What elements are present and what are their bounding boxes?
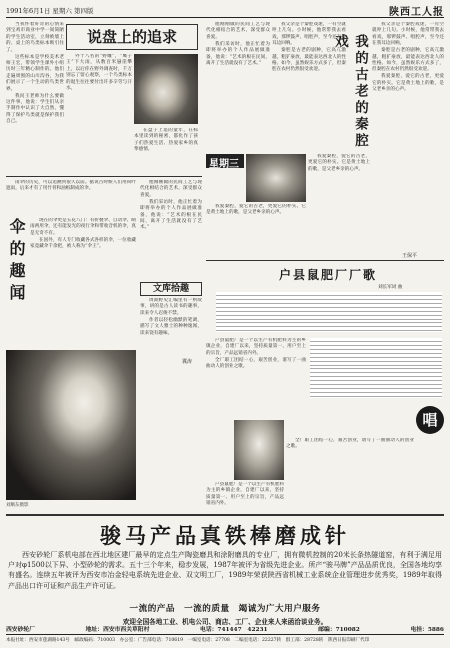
opera-article-continuation (308, 154, 370, 250)
paragraph: 我爱秦腔，爱它的古老，更爱它的朴实。它是黄土地上的歌，是父老乡亲的心声。 (206, 204, 306, 216)
weekly-column-byline: 冀涛 (182, 359, 193, 365)
paragraph: 我父亲是个秦腔戏迷，一有空就哼上几句。小时候，他常带我去看戏，那锣鼓声、唱腔声，至今还在我耳边回响。 (272, 22, 346, 47)
paragraph: 我问王老师为什么要做这件事，他说：学生们从亲手制作中认识了大自然，懂得了保护鸟类就是保护我们自己。 (6, 93, 64, 125)
weekly-tab-label: 星期 (209, 159, 229, 170)
paragraph: 他刚刚做的民间工艺与现代化相结合的艺术，深受群众喜爱。 (140, 180, 202, 198)
paragraph: 我父亲是个秦腔戏迷，一有空就哼上几句。小时候，他常带我去看戏，那锣鼓声、唱腔声，至今还在我耳边回响。 (372, 22, 444, 47)
page-footer (6, 634, 444, 644)
bird-specimen-photo (134, 54, 198, 124)
paragraph: 户县鼠肥厂是一个以生产有机肥料为主的乡镇企业，自建厂以来，坚持质量第一、用户至上的宗旨，产品远销省内外。 (206, 482, 284, 507)
weekly-column-body (140, 298, 202, 356)
paragraph: 我们采访时，他正忙着为即将举办的个人作品展做准备，他说：“艺术的根在民间，离开了生活就没有了艺术。” (140, 199, 202, 231)
opera-article-title: 我的古老的秦腔戏 (332, 34, 368, 150)
ad-postcode: 邮编：710082 (318, 627, 360, 633)
folk-art-article (140, 180, 202, 278)
paragraph: 在盘子上追的童年，在标本里读到的秘密，都化作了孩子们热爱生活、热爱家乡的真挚感情。 (134, 128, 198, 153)
music-score (216, 292, 442, 332)
paragraph: 作者以轻松幽默的笔调，描写了文人雅士的种种逸闻，读来饶有趣味。 (140, 317, 202, 336)
weekly-column-subtitle: 文库拾趣 (140, 282, 202, 296)
paragraph: 我爱秦腔，爱它的古老，更爱它的朴实。它是黄土地上的歌，是父老乡亲的心声。 (372, 74, 444, 93)
ad-slogan: 一流的产品 一流的质量 竭诚为广大用户服务 (129, 604, 321, 614)
paragraph: 全厂职工团结一心，艰苦创业，谱写了一曲曲动人的创业之歌。 (286, 438, 414, 450)
umbrella-article-body (30, 218, 136, 336)
paragraph: 在国外，有人专门收藏各式各样的伞，一位收藏家竟藏伞千余把，被人称为“伞王”。 (30, 237, 136, 250)
umbrella-article-title: 伞的趣闻 (7, 218, 26, 306)
ad-telex: 电挂：5886 (410, 627, 444, 633)
factory-article-bottom (206, 482, 284, 508)
ad-title: 骏马产品真铁棒磨成针 (100, 524, 350, 548)
opera-article-right-column (372, 22, 444, 250)
bird-article-mid-column (66, 54, 132, 172)
ad-divider (6, 514, 444, 516)
grinding-wheel-ad (6, 520, 444, 630)
newspaper-page (6, 4, 444, 644)
weekly-tab (206, 154, 244, 168)
bird-article-title: 说盘上的追求 (66, 24, 198, 50)
paragraph: 秦腔是古老的剧种，它高亢激越，粗犷豪放，最能表达西北人的性格。如今，虽然娱乐方式多了，但秦腔在农村仍然很受欢迎。 (272, 48, 346, 73)
paper-name: 陕西工人报 (389, 7, 444, 18)
paragraph: 雨伞的历史，可以追溯到很久以前。据说古时候人们用荷叶遮雨，后来才有了用竹骨和油纸制成的伞。 (6, 180, 136, 192)
factory-song-credit: 刘长军词 曲 (378, 285, 403, 290)
song-badge: 唱 (416, 406, 444, 434)
ad-address-row (6, 624, 444, 633)
factory-song-title: 户县鼠肥厂厂歌 (278, 268, 377, 282)
middle-continuation-column (206, 22, 270, 152)
ad-welcome: 欢迎全国各地工业、机电公司、商店、工厂、企业来人来函洽谈业务。 (122, 618, 328, 626)
paragraph: 这些标本是学校美术老师王宏，带领学生课外小组历时三年精心制作的。他们走遍周围的山川沟谷，为我们展示了一个生动的鸟类世界。 (6, 54, 64, 92)
factory-article-left (206, 338, 306, 418)
music-score-continued (310, 338, 442, 398)
weekly-illustration (246, 154, 306, 202)
ad-company: 西安砂轮厂 (6, 627, 35, 633)
umbrella-article-intro (6, 180, 136, 216)
factory-article-right (286, 438, 414, 508)
ad-phone: 电话：741447 42231 (200, 627, 268, 633)
section-divider (206, 260, 444, 261)
bird-article-right-column (134, 128, 198, 174)
opera-article-byline: 王保平 (402, 253, 418, 259)
ad-address: 地址：西安市西关草阳村 (85, 627, 150, 633)
paragraph: 周期野史汇编里有一则故事，讲的是古人读书的趣事，读来令人忍俊不禁。 (140, 298, 202, 316)
photo-caption: 刘顺东摄影 (6, 503, 29, 508)
ad-body: 西安砂轮厂系机电部在西北地区建厂最早的定点生产陶瓷磨具和涂附磨具的专业厂，拥有微机控制的20米长条热隧道窑，有利于满足用户对φ1500以下异、小型砂轮的需求。五十三个年来，稳步发展，1987年被评为省级先进企业。所产“骏马牌”产品品质优良，全国各地均享有盛名。连续五年被评为西安市冶金轻电系统先进企业、双文明工厂，1989年荣获陕西省机械工业系统企业管理进步优秀奖，1989年取得产品出口许可证和产品生产许可证。 (8, 551, 442, 590)
paragraph: 我们采访时，他正忙着为即将举办的个人作品展做准备，他说：“艺术的根在民间，离开了生活就没有了艺术。” (206, 41, 270, 67)
paragraph: 外十八名的“野雕”，“鹰子王”下大雨，从数百米悬崖攀上，以后你在野外调查时，千万别忘了留心观察，一个鸟类标本的诞生往往要付出许多辛劳与汗水。 (66, 54, 132, 92)
paragraph: 他刚刚做的民间工艺与现代化相结合的艺术，深受群众喜爱。 (206, 22, 270, 40)
section-divider (6, 176, 202, 177)
paragraph: 现在的伞更是五花八门：有折叠伞、自动伞、晴雨两用伞，还有能发光的夜行伞和带收音机的伞，真是无奇不有。 (30, 218, 136, 236)
masthead (6, 4, 444, 18)
paragraph: 户县鼠肥厂是一个以生产有机肥料为主的乡镇企业，自建厂以来，坚持质量第一、用户至上的宗旨，产品远销省内外。 (206, 338, 306, 356)
sculpture-photo (6, 350, 136, 508)
weekly-tab-number: 三 (229, 159, 239, 170)
paragraph: 全厂职工团结一心，艰苦创业，谱写了一曲曲动人的创业之歌。 (206, 357, 306, 370)
paragraph: 我爱秦腔，爱它的古老，更爱它的朴实。它是黄土地上的歌，是父老乡亲的心声。 (308, 154, 370, 172)
bird-article-left-column (6, 22, 64, 174)
weekly-column-text (206, 204, 306, 248)
paragraph: 秦腔是古老的剧种，它高亢激越，粗犷豪放，最能表达西北人的性格。如今，虽然娱乐方式多了，但秦腔在农村仍然很受欢迎。 (372, 48, 444, 73)
paragraph: 当我怀着好奇的心情来到宝鸡市商业中学一间简陋的学生活动室，立刻被墙上的、桌上的鸟类标本吸引住了。 (6, 22, 64, 53)
worker-portrait (234, 420, 284, 480)
issue-date: 1991年6月1日 星期六 第四版 (6, 7, 94, 15)
footer-imprint: 本报社址：西安市莲湖路143号 邮政编码：710003 办公室：广告部电话：710619 一编室电话：27708 二编室电话：22227转 群工部：28728转 陕西日报印刷厂代印 (6, 637, 370, 643)
